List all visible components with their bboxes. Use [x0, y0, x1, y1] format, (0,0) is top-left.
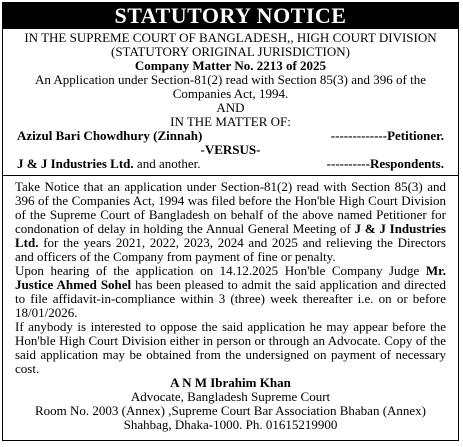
body-p1-company: J & J Industries Ltd. [15, 221, 446, 250]
advocate-designation: Advocate, Bangladesh Supreme Court [130, 389, 331, 404]
respondent-name: J & J Industries Ltd. [17, 156, 134, 171]
signature-block [3, 376, 458, 432]
notice-title: STATUTORY NOTICE [3, 3, 458, 29]
section-divider [3, 175, 458, 176]
petitioner-row [17, 129, 444, 143]
respondent-suffix: and another. [133, 156, 201, 171]
petitioner-name: Azizul Bari Chowdhury (Zinnah) [17, 128, 203, 143]
court-line: IN THE SUPREME COURT OF BANGLADESH,, HIGH COURT DIVISION [24, 30, 437, 45]
application-line-2: Companies Act, 1994. [172, 86, 289, 101]
in-the-matter-line: IN THE MATTER OF: [170, 114, 291, 129]
body-paragraph-3: If anybody is interested to oppose the said application he may appear before the Hon'ble High Court Division either in person or through an Advocate. Copy of the said application may be obtained from the undersigned on payment of necessary cost. [15, 319, 446, 376]
respondent-row [17, 157, 444, 171]
respondent-party [17, 157, 200, 171]
body-p2-judge: Mr. Justice Ahmed Sohel [15, 263, 446, 292]
advocate-name: A N M Ibrahim Khan [170, 375, 291, 390]
body-paragraph-1 [15, 180, 446, 264]
matter-number: Company Matter No. 2213 of 2025 [134, 58, 327, 73]
body-p2-text-a: Upon hearing of the application on 14.12.2025 Hon'ble Company Judge [15, 263, 426, 278]
notice-header [3, 29, 458, 129]
jurisdiction-line: (STATUTORY ORIGINAL JURISDICTION) [111, 44, 350, 59]
notice-body [3, 180, 458, 376]
petitioner-role: -------------Petitioner. [330, 128, 444, 143]
body-p1-text-b: for the years 2021, 2022, 2023, 2024 and 2025 and relieving the Directors and officers of the Company from payment of fine or penalty. [15, 235, 446, 264]
and-line: AND [216, 100, 245, 115]
address-line-1: Room No. 2003 (Annex) ,Supreme Court Bar Association Bhaban (Annex) [34, 403, 427, 418]
address-line-2: Shahbag, Dhaka-1000. Ph. 01615219900 [123, 417, 338, 432]
body-p2-text-b: has been pleased to admit the said application and directed to file affidavit-in-compliance within 3 (three) week thereafter i.e. on or before 18/01/2026. [15, 277, 446, 320]
versus-line: -VERSUS- [200, 142, 261, 157]
respondent-role: ----------Respondents. [326, 156, 444, 171]
parties-block [3, 129, 458, 171]
application-line-1: An Application under Section-81(2) read with Section 85(3) and 396 of the [35, 72, 426, 87]
body-paragraph-2 [15, 264, 446, 320]
body-p1-text-a: Take Notice that an application under Section-81(2) read with Section 85(3) and 396 of the Companies Act, 1994 was filed before the Hon'ble High Court Division of the Supreme Court of Bangladesh on behalf of the above named Petitioner for condonation of delay in holding the Annual General Meeting of [15, 179, 446, 236]
statutory-notice [2, 2, 459, 441]
